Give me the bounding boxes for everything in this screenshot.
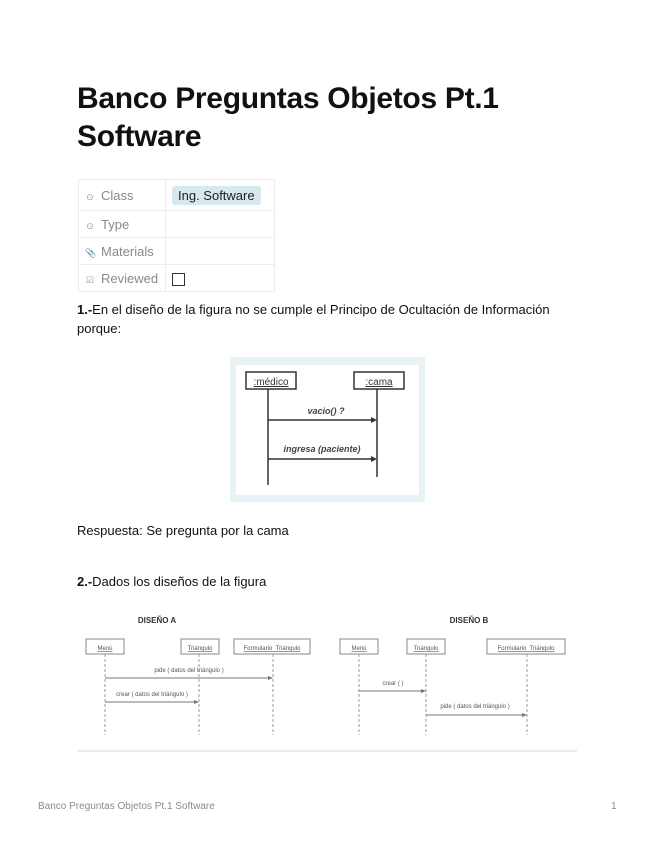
- checkbox-icon: ☑: [85, 274, 95, 285]
- message-vacio: vacio() ?: [307, 406, 345, 416]
- property-value-class[interactable]: [166, 180, 275, 211]
- property-key: Reviewed: [101, 270, 159, 286]
- class-tag[interactable]: Ing. Software: [172, 186, 261, 205]
- property-key: Class: [101, 187, 134, 203]
- property-key: Type: [101, 216, 130, 232]
- property-row-type: [79, 211, 275, 238]
- property-row-class: [79, 180, 275, 211]
- svg-text:Triángulo: Triángulo: [413, 646, 439, 652]
- property-key: Materials: [101, 243, 154, 259]
- svg-text:crear ( datos del triángulo ): crear ( datos del triángulo ): [116, 692, 188, 698]
- svg-text:Formulario_Triángulo: Formulario_Triángulo: [243, 646, 301, 652]
- object-cama: :cama: [365, 377, 393, 388]
- svg-text:pide ( datos del triángulo ): pide ( datos del triángulo ): [440, 704, 510, 710]
- question-2-figure: [77, 605, 577, 752]
- select-icon: ⊙: [86, 191, 94, 202]
- svg-text:pide ( datos del triángulo ): pide ( datos del triángulo ): [154, 668, 224, 674]
- svg-text:Menú: Menú: [351, 646, 367, 652]
- page-number: 1: [611, 801, 617, 812]
- svg-text:Menú: Menú: [97, 646, 113, 652]
- footer-title: Banco Preguntas Objetos Pt.1 Software: [38, 801, 215, 812]
- answer-1: Respuesta: Se pregunta por la cama: [77, 523, 289, 538]
- question-1-figure: [230, 357, 425, 502]
- property-value-type[interactable]: [166, 211, 275, 238]
- question-1-text: 1.-En el diseño de la figura no se cumple el Principo de Ocultación de Información porque:: [77, 302, 550, 336]
- reviewed-checkbox[interactable]: [172, 273, 185, 286]
- page-title: Banco Preguntas Objetos Pt.1 Software: [77, 82, 499, 153]
- question-2-text: 2.-Dados los diseños de la figura: [77, 574, 267, 589]
- design-b-title: DISEÑO B: [449, 616, 489, 625]
- paperclip-icon: 📎: [85, 247, 97, 258]
- property-row-reviewed: [79, 265, 275, 292]
- select-icon: ⊙: [86, 220, 94, 231]
- message-ingresa: ingresa (paciente): [283, 444, 361, 454]
- svg-text:Formulario_Triángulo: Formulario_Triángulo: [497, 646, 555, 652]
- svg-text:crear ( ): crear ( ): [382, 681, 404, 687]
- design-a-title: DISEÑO A: [137, 616, 177, 625]
- object-medico: :médico: [253, 377, 289, 388]
- properties-table: [78, 179, 275, 292]
- property-value-materials[interactable]: [166, 238, 275, 265]
- property-row-materials: [79, 238, 275, 265]
- svg-text:Triángulo: Triángulo: [187, 646, 213, 652]
